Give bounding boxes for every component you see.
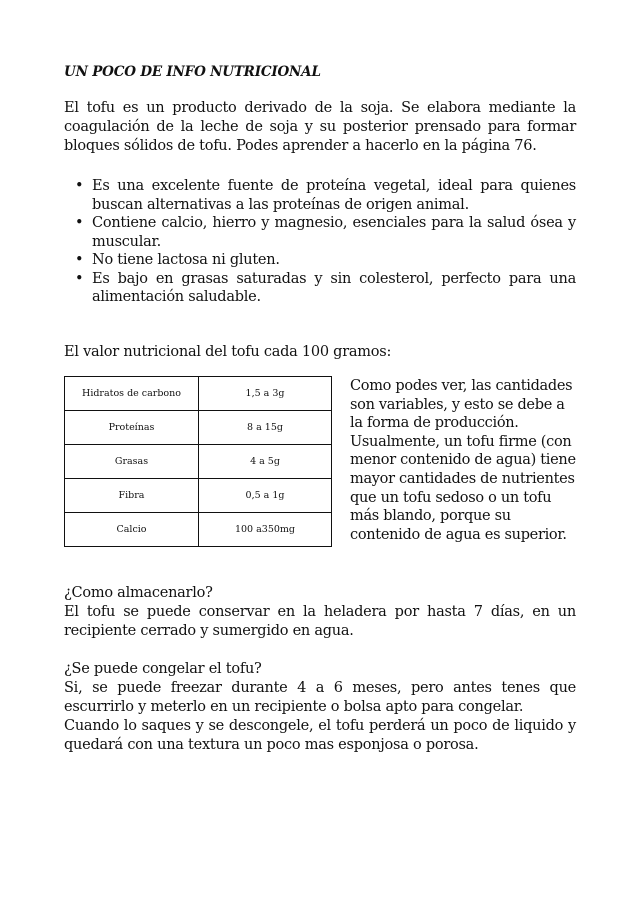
value-cell: 1,5 a 3g xyxy=(199,377,332,411)
table-row xyxy=(65,479,332,513)
value-cell: 4 a 5g xyxy=(199,445,332,479)
value-cell: 8 a 15g xyxy=(199,411,332,445)
side-note: Como podes ver, las cantidades son variables, y esto se debe a la forma de producción. Usualmente, un tofu firme (con menor contenido de agua) tiene mayor cantidades de nutrientes que un tofu sedoso o un tofu más blando, porque su contenido de agua es superior. xyxy=(350,378,576,543)
storage-answer: El tofu se puede conservar en la heladera por hasta 7 días, en un recipiente cerrado y sumergido en agua. xyxy=(64,604,576,639)
storage-question: ¿Como almacenarlo? xyxy=(64,585,213,601)
nutrient-cell: Calcio xyxy=(65,513,199,547)
table-row xyxy=(65,513,332,547)
freezing-answer-line-1: Si, se puede freezar durante 4 a 6 meses, pero antes tenes que escurrirlo y meterlo en un recipiente o bolsa apto para congelar. xyxy=(64,680,576,715)
nutrient-cell: Grasas xyxy=(65,445,199,479)
table-row xyxy=(65,445,332,479)
list-item: • Es una excelente fuente de proteína vegetal, ideal para quienes buscan alternativas a las proteínas de origen animal. xyxy=(64,177,576,214)
intro-paragraph: El tofu es un producto derivado de la soja. Se elabora mediante la coagulación de la leche de soja y su posterior prensado para formar bloques sólidos de tofu. Podes aprender a hacerlo en la página 76. xyxy=(64,100,576,154)
freezing-question: ¿Se puede congelar el tofu? xyxy=(64,661,262,677)
value-cell: 100 a350mg xyxy=(199,513,332,547)
table-row xyxy=(65,377,332,411)
nutrient-cell: Proteínas xyxy=(65,411,199,445)
page-title: UN POCO DE INFO NUTRICIONAL xyxy=(64,64,321,80)
nutrient-cell: Hidratos de carbono xyxy=(65,377,199,411)
list-item: • Es bajo en grasas saturadas y sin colesterol, perfecto para una alimentación saludable. xyxy=(64,270,576,307)
value-cell: 0,5 a 1g xyxy=(199,479,332,513)
freezing-answer-line-2: Cuando lo saques y se descongele, el tofu perderá un poco de liquido y quedará con una textura un poco mas esponjosa o porosa. xyxy=(64,718,576,753)
nutrient-cell: Fibra xyxy=(65,479,199,513)
list-item: • Contiene calcio, hierro y magnesio, esenciales para la salud ósea y muscular. xyxy=(64,214,576,251)
benefits-list xyxy=(64,177,576,307)
list-item: • No tiene lactosa ni gluten. xyxy=(64,251,576,270)
table-intro: El valor nutricional del tofu cada 100 gramos: xyxy=(64,344,392,360)
nutrition-table xyxy=(64,376,332,547)
table-row xyxy=(65,411,332,445)
freezing-answer xyxy=(64,679,576,755)
